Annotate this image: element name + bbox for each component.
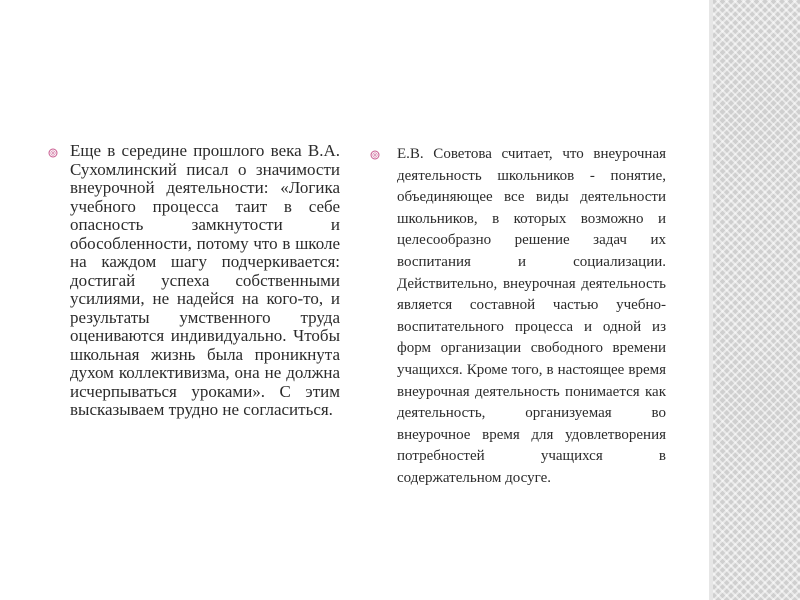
decorative-pattern-bar bbox=[713, 0, 800, 600]
ornamental-bullet-icon bbox=[48, 148, 58, 158]
right-text-column bbox=[370, 144, 666, 490]
right-paragraph: Е.В. Советова считает, что внеурочная деятельность школьников - понятие, объединяющее все виды деятельности школьников, в которых возможно и целесообразно решение задач их воспитания и социализации. Действительно, внеурочная деятельность является составной частью учебно-воспитательного процесса и одной из форм организации свободного времени учащихся. Кроме того, в настоящее время внеурочная деятельность понимается как деятельность, организуемая во внеурочное время для удовлетворения потребностей учащихся в содержательном досуге. bbox=[397, 146, 666, 486]
left-text-column bbox=[48, 142, 340, 420]
ornamental-bullet-icon bbox=[370, 150, 380, 160]
left-paragraph: Еще в середине прошлого века В.А. Сухомлинский писал о значимости внеурочной деятельности: «Логика учебного процесса таит в себе опасность замкнутости и обособленности, потому что в школе на каждом шагу подчеркивается: достигай успеха собственными усилиями, не надейся на кого-то, и результаты умственного труда оцениваются индивидуально. Чтобы школьная жизнь была проникнута духом коллективизма, она не должна исчерпываться уроками». С этим высказываем трудно не согласиться. bbox=[70, 141, 340, 419]
